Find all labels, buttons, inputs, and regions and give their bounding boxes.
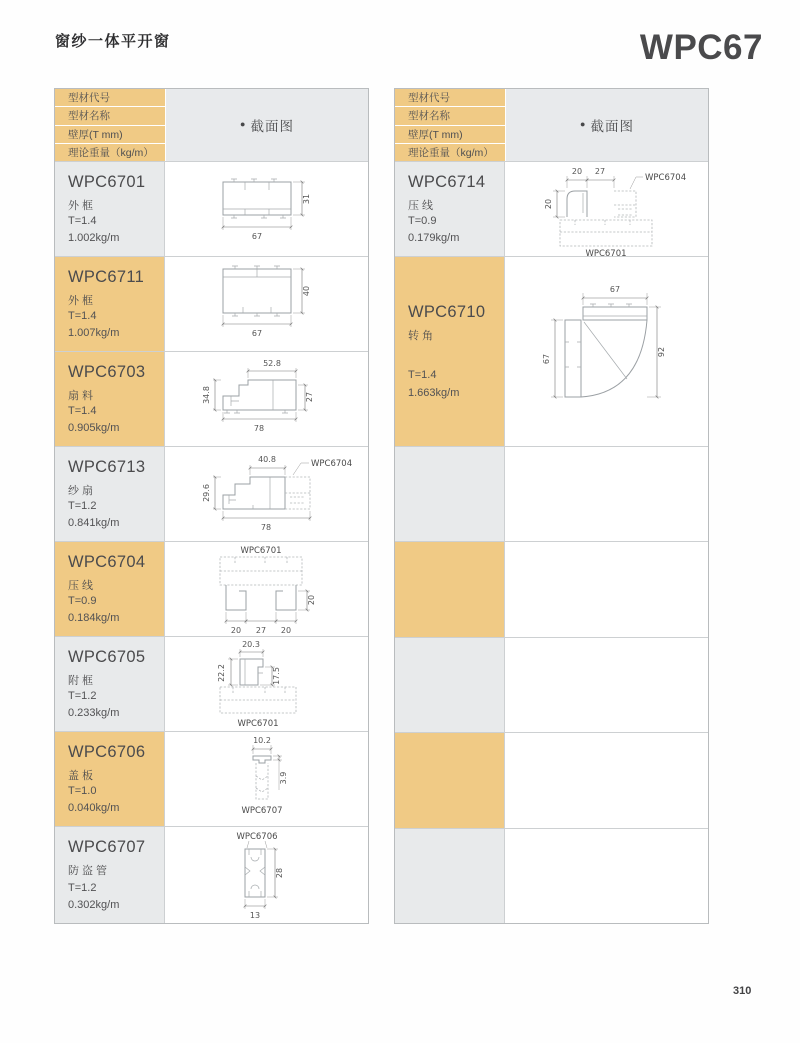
ref-label: WPC6704	[311, 458, 353, 469]
dim-label: 28	[275, 867, 284, 878]
profile-code: WPC6706	[68, 743, 146, 761]
table-row-empty	[395, 446, 708, 541]
profile-thickness: T=1.4	[68, 310, 97, 322]
header-theoretical-weight: 理论重量（kg/m）	[395, 144, 505, 161]
profile-code: WPC6714	[408, 173, 486, 191]
dim-label: 22.2	[217, 663, 226, 682]
section-drawing-wpc6710	[505, 257, 708, 446]
profile-code: WPC6711	[68, 268, 145, 286]
header-labels	[395, 89, 506, 161]
profile-weight: 0.233kg/m	[68, 707, 120, 720]
profile-info-wpc6701	[55, 162, 165, 256]
ref-label: WPC6701	[585, 248, 627, 257]
profile-code: WPC6701	[68, 173, 146, 191]
section-drawing-wpc6707	[165, 827, 368, 923]
section-drawing-wpc6714	[505, 162, 708, 256]
section-drawing-wpc6701	[165, 162, 368, 256]
profile-name: 压线	[68, 580, 96, 592]
empty-info-cell	[395, 829, 505, 923]
dim-label: 34.8	[202, 385, 211, 404]
profile-info-wpc6704	[55, 542, 165, 636]
profile-weight: 0.841kg/m	[68, 517, 120, 530]
profile-info-wpc6707	[55, 827, 165, 923]
table-row	[55, 256, 368, 351]
section-drawing-wpc6705	[165, 637, 368, 731]
header-profile-name: 型材名称	[395, 107, 505, 125]
empty-info-cell	[395, 733, 505, 828]
profile-info-wpc6710	[395, 257, 505, 446]
dim-label: 92	[657, 346, 666, 357]
dim-label: 52.8	[263, 358, 281, 368]
profiles-table-right	[394, 88, 709, 924]
dim-label: 67	[542, 353, 551, 364]
empty-diagram-cell	[505, 829, 708, 923]
dim-label: 3.9	[279, 771, 288, 784]
empty-info-cell	[395, 447, 505, 541]
profile-info-wpc6706	[55, 732, 165, 826]
section-drawing-wpc6704	[165, 542, 368, 636]
table-row	[55, 351, 368, 446]
profile-thickness: T=1.4	[408, 369, 437, 382]
table-header	[55, 89, 368, 161]
profile-thickness: T=1.2	[68, 690, 97, 702]
table-row	[395, 161, 708, 256]
profile-name: 外框	[68, 295, 96, 307]
table-row	[55, 826, 368, 923]
header-wall-thickness: 壁厚(T mm)	[55, 126, 165, 144]
profile-name: 盖板	[68, 770, 96, 782]
dim-label: 20	[571, 166, 583, 176]
section-drawing-wpc6706	[165, 732, 368, 826]
bullet-icon: ●	[240, 119, 247, 129]
profile-thickness: T=0.9	[68, 595, 97, 607]
profile-thickness: T=1.2	[68, 881, 97, 894]
profiles-table-left	[54, 88, 369, 924]
ref-label: WPC6706	[236, 831, 278, 842]
profile-weight: 0.905kg/m	[68, 422, 120, 435]
table-row	[55, 731, 368, 826]
section-drawing-wpc6711	[165, 257, 368, 351]
empty-diagram-cell	[505, 638, 708, 732]
profile-thickness: T=0.9	[408, 215, 437, 227]
dim-label: 78	[253, 423, 265, 433]
series-title: WPC67	[639, 28, 763, 67]
dim-label: 13	[249, 910, 261, 920]
dim-label: 78	[260, 522, 272, 532]
section-label: 截面图	[250, 119, 294, 134]
table-header	[395, 89, 708, 161]
profile-name: 转角	[408, 330, 436, 343]
profile-thickness: T=1.2	[68, 500, 97, 512]
ref-label: WPC6704	[645, 172, 687, 183]
table-row-empty	[395, 637, 708, 732]
profile-weight: 1.002kg/m	[68, 232, 120, 245]
header-section-diagram	[506, 89, 708, 161]
profile-weight: 1.007kg/m	[68, 327, 120, 340]
profile-name: 外框	[68, 200, 96, 212]
section-drawing-wpc6713	[165, 447, 368, 541]
header-wall-thickness: 壁厚(T mm)	[395, 126, 505, 144]
dim-label: 29.6	[202, 483, 211, 502]
dim-label: 27	[594, 166, 606, 176]
dim-label: 17.5	[272, 666, 281, 685]
dim-label: 20	[307, 594, 316, 605]
dim-label: 67	[609, 284, 621, 294]
profile-thickness: T=1.4	[68, 405, 97, 417]
ref-label: WPC6701	[240, 545, 282, 556]
empty-info-cell	[395, 638, 505, 732]
page-subtitle: 窗纱一体平开窗	[55, 33, 171, 50]
profile-weight: 1.663kg/m	[408, 386, 460, 399]
ref-label: WPC6701	[237, 718, 279, 729]
profile-weight: 0.040kg/m	[68, 802, 120, 815]
profile-weight: 0.302kg/m	[68, 898, 120, 911]
dim-label: 31	[302, 193, 311, 204]
table-row	[55, 636, 368, 731]
empty-info-cell	[395, 542, 505, 637]
profile-thickness: T=1.0	[68, 785, 97, 797]
table-row-empty	[395, 828, 708, 923]
profile-code: WPC6704	[68, 553, 146, 571]
profile-code: WPC6703	[68, 363, 146, 381]
profile-info-wpc6703	[55, 352, 165, 446]
profile-code: WPC6713	[68, 458, 146, 476]
profile-name: 扇料	[68, 390, 96, 402]
profile-name: 纱扇	[68, 485, 96, 497]
dim-label: 27	[305, 391, 314, 402]
profile-code: WPC6705	[68, 648, 146, 666]
ref-label: WPC6707	[241, 805, 283, 816]
dim-label: 40.8	[258, 454, 276, 464]
profile-name: 防盗管	[68, 865, 110, 877]
profile-info-wpc6713	[55, 447, 165, 541]
table-row-empty	[395, 541, 708, 637]
bullet-icon: ●	[580, 119, 587, 129]
table-row	[395, 256, 708, 446]
profile-name: 附框	[68, 675, 96, 687]
profile-weight: 0.179kg/m	[408, 232, 460, 245]
dim-label: 40	[302, 285, 311, 296]
table-row	[55, 541, 368, 636]
table-row	[55, 161, 368, 256]
header-profile-name: 型材名称	[55, 107, 165, 125]
dim-label: 67	[251, 231, 263, 241]
section-drawing-wpc6703	[165, 352, 368, 446]
header-profile-code: 型材代号	[55, 89, 165, 107]
header-theoretical-weight: 理论重量（kg/m）	[55, 144, 165, 161]
section-label: 截面图	[590, 119, 634, 134]
table-row-empty	[395, 732, 708, 828]
profile-code: WPC6707	[68, 838, 146, 856]
profile-code: WPC6710	[408, 303, 486, 322]
empty-diagram-cell	[505, 733, 708, 828]
table-row	[55, 446, 368, 541]
profile-info-wpc6705	[55, 637, 165, 731]
profile-weight: 0.184kg/m	[68, 612, 120, 625]
dim-label: 20	[280, 625, 292, 635]
dim-label: 20.3	[242, 639, 260, 649]
dim-label: 67	[251, 328, 263, 338]
empty-diagram-cell	[505, 447, 708, 541]
header-section-diagram	[166, 89, 368, 161]
header-labels	[55, 89, 166, 161]
profile-info-wpc6714	[395, 162, 505, 256]
profile-info-wpc6711	[55, 257, 165, 351]
empty-diagram-cell	[505, 542, 708, 637]
page-number: 310	[733, 985, 752, 997]
dim-label: 27	[255, 625, 267, 635]
dim-label: 10.2	[253, 735, 271, 745]
header-profile-code: 型材代号	[395, 89, 505, 107]
dim-label: 20	[544, 198, 553, 209]
profile-thickness: T=1.4	[68, 215, 97, 227]
dim-label: 20	[230, 625, 242, 635]
profile-name: 压线	[408, 200, 436, 212]
